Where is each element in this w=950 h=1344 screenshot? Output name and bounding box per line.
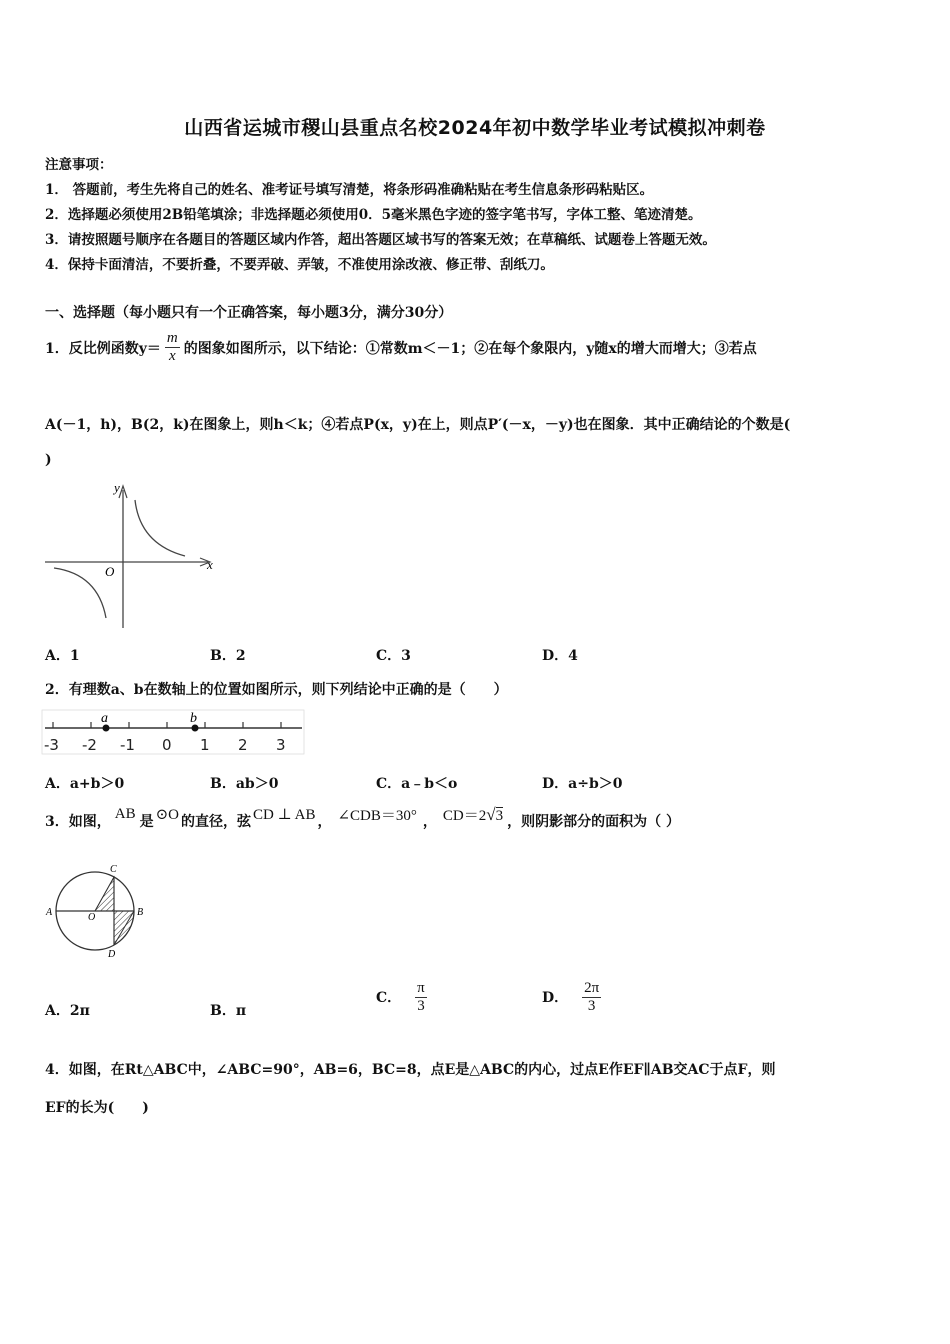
q3-option-d-num: 2π <box>584 979 600 996</box>
question-4-line-2: EF的长为( ) <box>45 1100 149 1116</box>
tick-label-m3: -3 <box>44 736 59 754</box>
x-label: x <box>207 557 213 572</box>
origin-label: O <box>105 564 115 579</box>
q1-fraction <box>165 330 180 365</box>
question-1-line-2: A(－1，h)，B(2，k)在图象上，则h＜k；④若点P(x，y)在上，则点P′(－x，－y)也在图象．其中正确结论的个数是( <box>45 417 791 433</box>
q1-hyperbola-graph <box>40 478 230 633</box>
q3-option-c-den: 3 <box>417 997 425 1014</box>
question-2-text: 2．有理数a、b在数轴上的位置如图所示，则下列结论中正确的是（ ） <box>45 682 508 698</box>
q2-option-b: B．ab＞0 <box>210 776 279 792</box>
q3-option-a: A．2π <box>45 1003 90 1019</box>
q1-prefix: 1．反比例函数y＝ <box>45 340 161 357</box>
q3-option-c-fraction <box>415 980 427 1015</box>
q3-cd-length: CD＝2 <box>442 808 487 824</box>
tick-label-1: 1 <box>200 736 210 754</box>
q3-option-d-label: D． <box>542 990 569 1006</box>
q3-angle-cdb: ∠CDB＝30° <box>337 808 417 824</box>
question-1-line-3: ) <box>45 452 52 468</box>
notice-item-3: 3．请按照题号顺序在各题目的答题区域内作答，超出答题区域书写的答案无效；在草稿纸、试题卷上答题无效。 <box>45 232 716 248</box>
q2-option-c: C．a﹣b＜o <box>376 776 458 792</box>
q1-option-c: C．3 <box>376 648 411 664</box>
tick-label-3: 3 <box>276 736 286 754</box>
tick-label-0: 0 <box>162 736 172 754</box>
notice-item-2: 2．选择题必须使用2B铅笔填涂；非选择题必须使用0．5毫米黑色字迹的签字笔书写，字体工整、笔迹清楚。 <box>45 207 702 223</box>
point-b-label: b <box>190 711 197 726</box>
q1-option-b: B．2 <box>210 648 246 664</box>
q1-frac-num: m <box>166 330 178 346</box>
q3-option-c <box>376 972 427 1022</box>
q1-option-d: D．4 <box>542 648 578 664</box>
tick-label-m2: -2 <box>82 736 97 754</box>
label-b: B <box>137 907 144 918</box>
notice-item-4: 4．保持卡面清洁，不要折叠，不要弄破、弄皱，不准使用涂改液、修正带、刮纸刀。 <box>45 257 554 273</box>
q3-circle-o: ⊙O <box>155 807 179 823</box>
hyperbola-branch-1 <box>135 500 185 556</box>
label-o: O <box>88 912 96 923</box>
q3-option-d <box>542 972 601 1022</box>
question-3-text <box>45 804 680 831</box>
q3-sqrt-3: √3 <box>486 804 504 824</box>
tick-label-2: 2 <box>238 736 248 754</box>
question-4-line-1: 4．如图，在Rt△ABC中，∠ABC=90°，AB=6，BC=8，点E是△ABC的内心，过点E作EF∥AB交AC于点F，则 <box>45 1062 776 1078</box>
q1-option-a: A．1 <box>45 648 80 664</box>
q3-circle-figure <box>40 858 160 963</box>
hyperbola-branch-2 <box>54 568 106 618</box>
q3-part-1: 3．如图， <box>45 813 111 830</box>
q3-option-c-label: C． <box>376 990 402 1006</box>
q3-ab: AB <box>114 806 136 822</box>
notice-heading: 注意事项： <box>45 157 113 173</box>
q2-option-a: A．a+b＞0 <box>45 776 125 792</box>
point-a-label: a <box>101 711 108 726</box>
section-heading: 一、选择题（每小题只有一个正确答案，每小题3分，满分30分） <box>45 305 453 321</box>
q3-option-c-num: π <box>417 979 425 996</box>
q3-option-b: B．π <box>210 1003 247 1019</box>
q3-cd-perp-ab: CD ⊥ AB <box>253 807 316 823</box>
label-a: A <box>46 907 53 918</box>
tick-label-m1: -1 <box>120 736 135 754</box>
q2-option-d: D．a÷b＞0 <box>542 776 623 792</box>
notice-item-1: 1． 答题前，考生先将自己的姓名、准考证号填写清楚，将条形码准确粘贴在考生信息条形码粘贴区。 <box>45 182 654 198</box>
y-label: y <box>114 480 120 495</box>
q3-sqrt-radicand: 3 <box>495 807 504 824</box>
question-1-line-1 <box>45 330 757 365</box>
q3-comma-2: ， <box>422 813 437 830</box>
page-title: 山西省运城市稷山县重点名校2024年初中数学毕业考试模拟冲刺卷 <box>184 117 766 139</box>
q3-option-d-fraction <box>582 980 601 1015</box>
label-d: D <box>108 949 116 960</box>
q2-number-line <box>40 708 310 758</box>
q3-comma-1: ， <box>317 813 332 830</box>
q3-part-2: 是 <box>139 813 154 830</box>
q1-rest: 的图象如图所示，以下结论：①常数m＜－1；②在每个象限内，y随x的增大而增大；③若点 <box>183 340 757 357</box>
q3-part-3: 的直径，弦 <box>181 813 251 830</box>
q3-option-d-den: 3 <box>587 997 596 1014</box>
q3-part-4: ，则阴影部分的面积为（ ） <box>507 813 680 830</box>
label-c: C <box>110 864 117 875</box>
q1-frac-den: x <box>168 348 176 364</box>
